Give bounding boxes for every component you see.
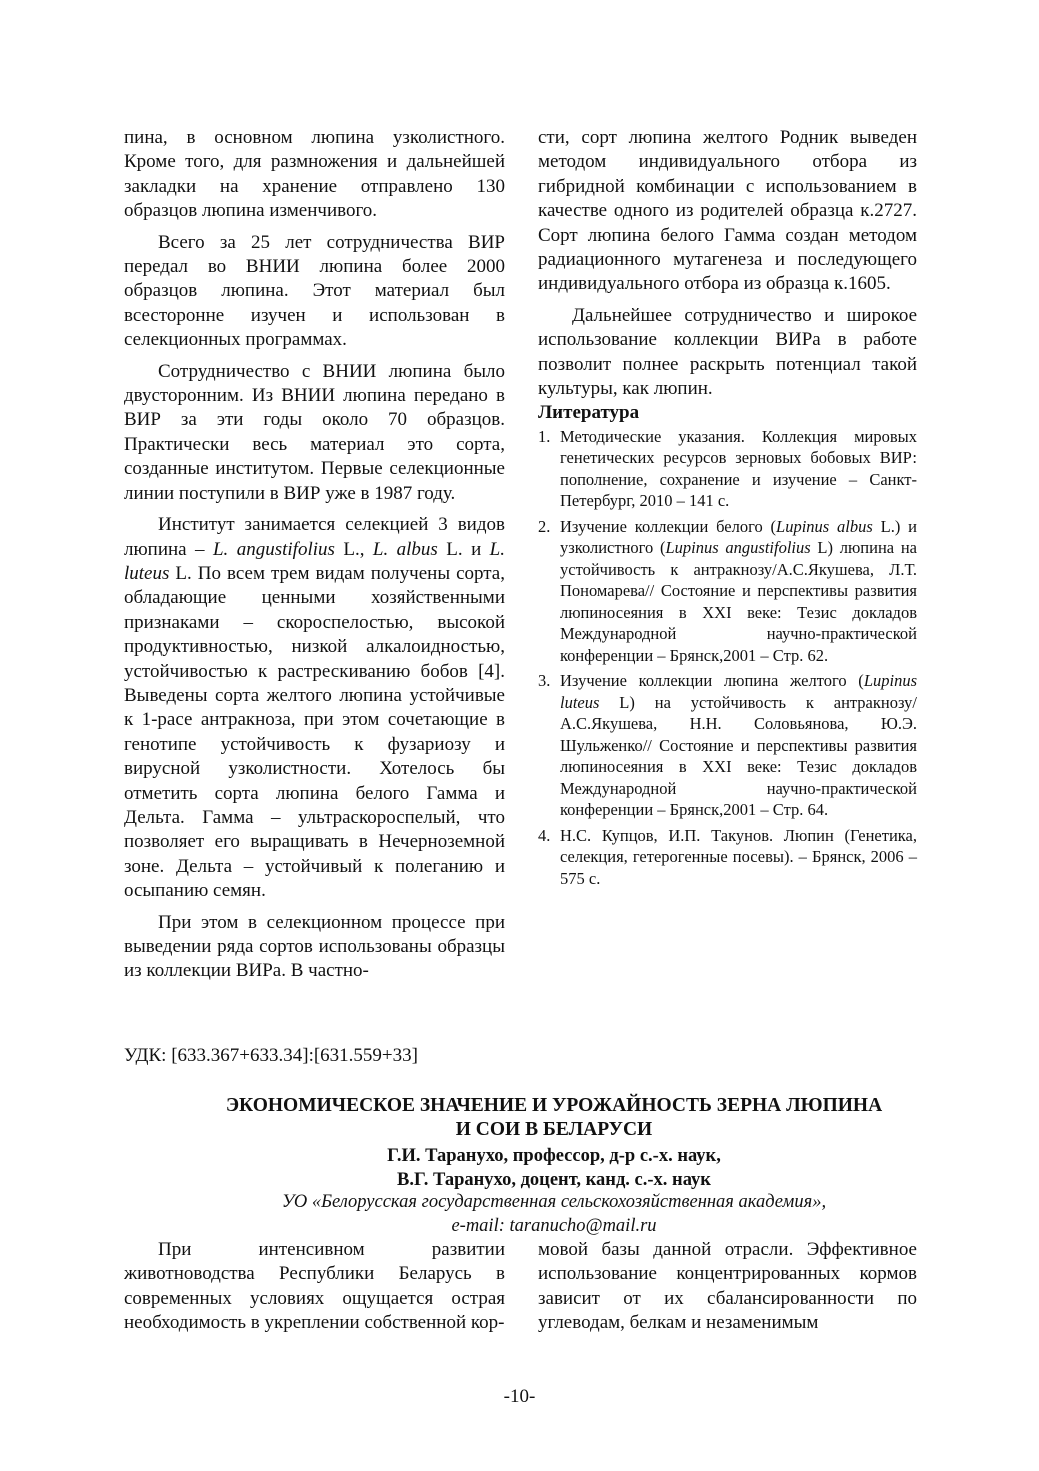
right-column-top xyxy=(538,126,917,893)
reference-item xyxy=(538,670,917,821)
species-name: L. luteus xyxy=(124,538,505,584)
references-list xyxy=(538,426,917,890)
paragraph: При этом в селекционном процессе при выведении ряда сортов использованы образцы из коллекции ВИРа. В частно- xyxy=(124,911,505,982)
right-column-bottom xyxy=(538,1238,917,1336)
reference-text: Изучение коллекции белого ( xyxy=(560,516,777,536)
reference-text: L) на устойчивость к антракнозу/А.С.Якушева, Н.Н. Соловьянова, Ю.Э. Шульженко// Состояние и перспективы развития люпиносеяния в XXI веке: Тезис докладов Международной научно-практической конференции – Брянск,2001 – Стр. 64. xyxy=(560,692,917,820)
paragraph: пина, в основном люпина узколистного. Кроме того, для размножения и дальнейшей закладки на хранение отправлено 130 образцов люпина изменчивого. xyxy=(124,127,505,222)
email-line: e-mail: taranucho@mail.ru xyxy=(451,1216,657,1236)
paragraph: Всего за 25 лет сотрудничества ВИР передал во ВНИИ люпина более 2000 образцов люпина. Этот материал был всесторонне изучен и использован в селекционных программах. xyxy=(124,231,505,351)
species-name: Lupinus luteus xyxy=(560,671,917,712)
reference-text: Методические указания. Коллекция мировых генетических ресурсов зерновых бобовых ВИР: пополнение, сохранение и изучение – Санкт-Петербург, 2010 – 141 с. xyxy=(560,426,917,511)
reference-number: 4. xyxy=(538,825,551,845)
reference-text: L.) и узколистного ( xyxy=(560,516,918,558)
reference-text: Н.С. Купцов, И.П. Такунов. Люпин (Генетика, селекция, гетерогенные посевы). – Брянск, 2006 – 575 с. xyxy=(560,825,917,888)
page-number: -10- xyxy=(503,1386,536,1407)
text-run: L. По всем трем видам получены сорта, обладающие ценными хозяйственными признаками – скороспелостью, высокой продуктивностью, низкой алкалоидностью, устойчивостью к растрескиванию бобов [4]. Выведены сорта желтого люпина устойчивые к 1-расе антракноза, при этом сочетающие в генотипе устойчивость к фузариозу и вирусной узколистности. Хотелось бы отметить сорта люпина белого Гамма и Дельта. Гамма – ультраскороспелый, что позволяет его выращивать в Нечерноземной зоне. Дельта – устойчивый к полеганию и осыпанию семян. xyxy=(124,562,505,902)
reference-number: 1. xyxy=(538,426,551,446)
reference-number: 3. xyxy=(538,671,551,691)
species-name: Lupinus angustifolius xyxy=(665,538,811,558)
reference-item xyxy=(538,426,917,512)
article-title xyxy=(124,1094,984,1142)
text-run: L., xyxy=(334,538,373,560)
affiliation xyxy=(124,1190,984,1238)
paragraph: мовой базы данной отрасли. Эффективное использование концентрированных кормов зависит от их сбалансированности по углеводам, белкам и незаменимым xyxy=(538,1239,917,1334)
paragraph: Дальнейшее сотрудничество и широкое использование коллекции ВИРа в работе позволит полнее раскрыть потенциал такой культуры, как люпин. xyxy=(538,304,917,400)
species-name: L. angustifolius xyxy=(212,538,335,560)
paragraph: Сотрудничество с ВНИИ люпина было двусторонним. Из ВНИИ люпина передано в ВИР за эти годы около 70 образцов. Практически весь материал это сорта, созданные институтом. Первые селекционные линии поступили в ВИР уже в 1987 году. xyxy=(124,360,505,504)
author-line: В.Г. Таранухо, доцент, канд. с.-х. наук xyxy=(397,1170,711,1190)
species-name: Lupinus albus xyxy=(776,516,873,536)
paragraph xyxy=(124,513,505,904)
text-run: L. и xyxy=(437,538,490,560)
article-title-line: ЭКОНОМИЧЕСКОЕ ЗНАЧЕНИЕ И УРОЖАЙНОСТЬ ЗЕРНА ЛЮПИНА xyxy=(225,1095,883,1116)
affiliation-line: УО «Белорусская государственная сельскохозяйственная академия», xyxy=(281,1192,827,1212)
reference-item xyxy=(538,516,917,667)
paragraph: При интенсивном развитии животноводства Республики Беларусь в современных условиях ощущается острая необходимость в укреплении собственной кор- xyxy=(124,1239,505,1334)
text-run: Институт занимается селекцией 3 видов люпина – xyxy=(124,514,505,560)
author-line: Г.И. Таранухо, профессор, д-р с.-х. наук, xyxy=(387,1146,721,1166)
species-name: L. albus xyxy=(372,538,438,560)
reference-number: 2. xyxy=(538,516,551,536)
left-column-bottom xyxy=(124,1238,505,1336)
authors xyxy=(124,1144,984,1192)
reference-text: L) люпина на устойчивость к антракнозу/А.С.Якушева, Л.Т. Пономарева// Состояние и перспективы развития люпиносеяния в XXI веке: Тезис докладов Международной научно-практической конференции – Брянск,2001 – Стр. 62. xyxy=(560,538,917,665)
article-title-line: И СОИ В БЕЛАРУСИ xyxy=(455,1119,653,1140)
references-heading: Литература xyxy=(538,402,640,424)
reference-item xyxy=(538,825,917,890)
left-column-top xyxy=(124,126,505,984)
paragraph: сти, сорт люпина желтого Родник выведен методом индивидуального отбора из гибридной комбинации с использованием в качестве одного из родителей образца к.2727. Сорт люпина белого Гамма создан методом радиационного мутагенеза и последующего индивидуального отбора из образца к.1605. xyxy=(538,127,917,295)
reference-text: Изучение коллекции люпина желтого ( xyxy=(560,671,864,691)
udk-code: УДК: [633.367+633.34]:[631.559+33] xyxy=(124,1045,418,1066)
